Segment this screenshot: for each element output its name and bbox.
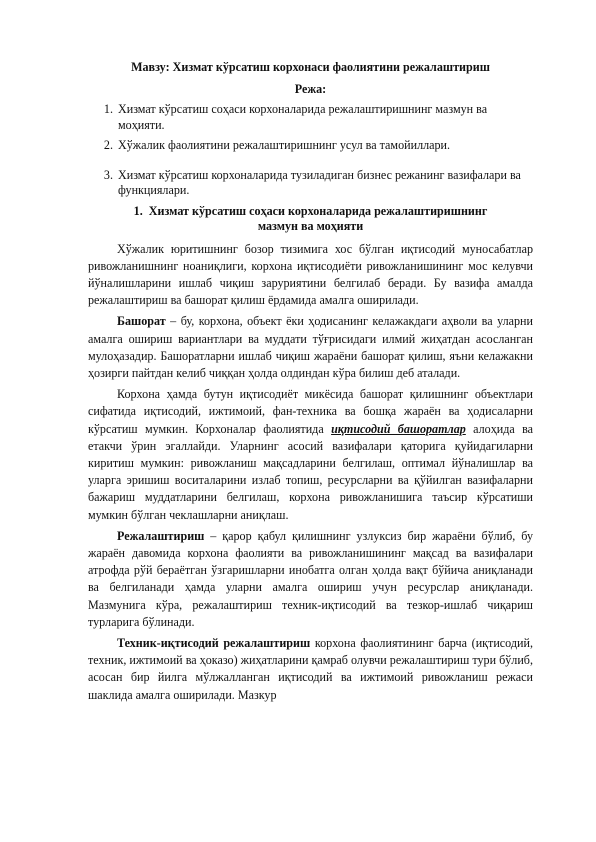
- section-heading: [88, 204, 533, 235]
- paragraph-2: [88, 313, 533, 382]
- term-texnik-iqtisodiy: Техник-иқтисодий режалаштириш: [117, 635, 311, 650]
- paragraph-2-text: – бу, корхона, объект ёки ҳодисанинг келажакдаги аҳволи ва уларни амалга ошириш вариантлари ва муддати тўғрисидаги илмий жиҳатдан асосланган мулоҳазадир. Башоратларни ишлаб чиқиш жараёни башорат қилиш, яъни келажакни ҳозирги пайтдан келиб чиққан ҳолда олдиндан кўра билиш деб аталади.: [88, 314, 533, 380]
- paragraph-5-text: корхона фаолиятининг барча (иқтисодий, техник, ижтимоий ва ҳоказо) жиҳатларини қамраб олувчи режалаштириш тури бўлиб, асосан бир йилга мўлжалланган иқтисодий ва ижтимоий ривожланиш режаси шаклида амалга оширилади. Мазкур: [88, 635, 533, 702]
- term-bashorat: Башорат: [117, 314, 166, 329]
- plan-list: [88, 102, 533, 199]
- plan-item: 1. Хизмат кўрсатиш соҳаси корхоналарида режалаштиришнинг мазмун ва моҳияти.: [116, 102, 533, 133]
- section-number: 1.: [133, 203, 143, 218]
- section-heading-line1: Хизмат кўрсатиш соҳаси корхоналарида режалаштиришнинг: [148, 203, 488, 218]
- paragraph-4-text: – қарор қабул қилишнинг узлуксиз бир жараёни бўлиб, бу жараён давомида корхона фаолияти ва ривожланишининг мақсад ва вазифалари атрофда рўй бераётган ўзгаришларни инобатга олган ҳолда вақт бўйича аниқланади ва белгиланади ҳамда уларни амалга ошириш учун ресурслар аниқланади. Мазмунига кўра, режалаштириш техник-иқтисодий ва тезкор-ишлаб чиқариш турларига бўлинади.: [88, 528, 533, 629]
- document-topic: Мавзу: Хизмат кўрсатиш корхонаси фаолиятини режалаштириш: [131, 60, 490, 74]
- paragraph-4: [88, 528, 533, 631]
- term-rejalashtirish: Режалаштириш: [117, 528, 205, 543]
- plan-item: 2. Хўжалик фаолиятини режалаштиришнинг усул ва тамойиллари.: [116, 138, 533, 154]
- paragraph-1: Хўжалик юритишнинг бозор тизимига хос бўлган иқтисодий муносабатлар ривожланишнинг ноаниқлиги, корхона иқтисодиёти ривожланишининг мос келувчи йўналишларини ишлаб чиқиш заруриятини белгилаб беради. Бу вазифа амалда режалаштириш ва башорат қилиш ёрдамида амалга оширилади.: [88, 241, 533, 308]
- plan-title: Режа:: [294, 82, 327, 96]
- section-heading-line2: мазмун ва моҳияти: [257, 219, 364, 233]
- paragraph-3-text-a: Корхона ҳамда бутун иқтисодиёт микёсида башорат қилишнинг объектлари сифатида иқтисодий, ижтимоий, фан-техника ва бошқа жараён ва ҳодисаларни кўрсатиш мумкин. Корхоналар фаолиятида: [88, 387, 533, 436]
- document-page: [88, 58, 533, 708]
- paragraph-5: [88, 635, 533, 704]
- paragraph-3: [88, 386, 533, 524]
- paragraph-3-text-b: алоҳида ва етакчи ўрин эгаллайди. Уларнинг асосий вазифалари қаторига қуйидагиларни киритиш мумкин: ривожланиш мақсадларини белгилаш, оптимал йўналишлар ва уларга эришиш воситаларини излаб топиш, ресурсларни ва қўйилган вазифаларни бажариш муддатларини белгилаш, корхона ривожланишига таъсир кўрсатиши мумкин бўлган чеклашларни аниқлаш.: [88, 421, 534, 522]
- term-iqtisodiy-bashoratlar: иқтисодий башоратлар: [331, 421, 466, 436]
- plan-item: 3. Хизмат кўрсатиш корхоналарида тузиладиган бизнес режанинг вазифалари ва функциялари.: [116, 168, 533, 199]
